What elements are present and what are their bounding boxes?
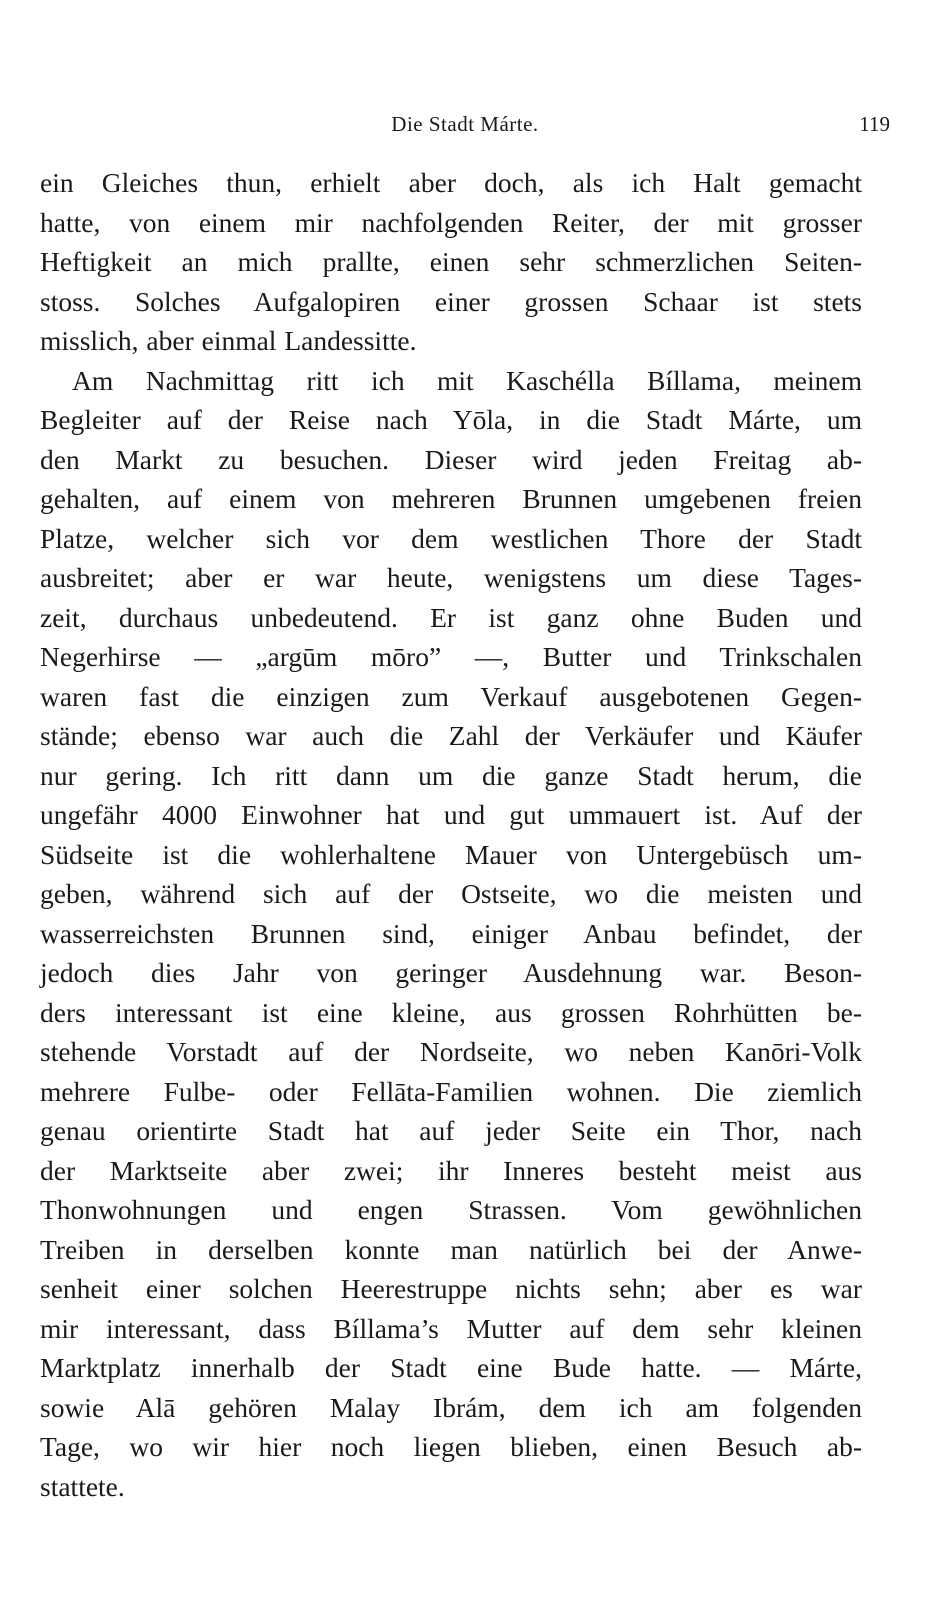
text-line: mir interessant, dass Bíllama’s Mutter auf dem sehr kleinen (40, 1312, 862, 1344)
text-line: nur gering. Ich ritt dann um die ganze Stadt herum, die (40, 759, 862, 791)
page-number: 119 (859, 112, 890, 136)
text-line: geben, während sich auf der Ostseite, wo die meisten und (40, 878, 862, 909)
text-line: ausbreitet; aber er war heute, wenigstens um diese Tages- (40, 562, 862, 593)
text-line: Tage, wo wir hier noch liegen blieben, einen Besuch ab- (40, 1431, 862, 1462)
text-line: stattete. (40, 1470, 125, 1502)
text-line: jedoch dies Jahr von geringer Ausdehnung war. Beson- (40, 957, 862, 988)
text-line: Negerhirse — „argūm mōro” —, Butter und Trinkschalen (40, 641, 862, 672)
body-text (40, 163, 862, 1506)
text-line: ein Gleiches thun, erhielt aber doch, als ich Halt gemacht (40, 167, 862, 198)
text-line: Platze, welcher sich vor dem westlichen Thore der Stadt (40, 522, 862, 554)
text-line: sowie Alā gehören Malay Ibrám, dem ich am folgenden (40, 1391, 862, 1423)
text-line: misslich, aber einmal Landessitte. (40, 325, 417, 356)
page-header (40, 112, 890, 144)
text-line: stoss. Solches Aufgalopiren einer grossen Schaar ist stets (40, 285, 862, 317)
text-line: Begleiter auf der Reise nach Yōla, in die Stadt Márte, um (40, 404, 862, 435)
text-line: stehende Vorstadt auf der Nordseite, wo neben Kanōri-Volk (40, 1036, 862, 1067)
text-line: gehalten, auf einem von mehreren Brunnen umgebenen freien (40, 483, 862, 514)
text-line: hatte, von einem mir nachfolgenden Reiter, der mit grosser (40, 206, 862, 238)
text-line: zeit, durchaus unbedeutend. Er ist ganz ohne Buden und (40, 601, 862, 633)
text-line: Treiben in derselben konnte man natürlich bei der Anwe- (40, 1233, 862, 1265)
paragraph-2 (40, 361, 862, 1507)
text-line: mehrere Fulbe- oder Fellāta-Familien wohnen. Die ziemlich (40, 1075, 862, 1107)
text-line: Heftigkeit an mich prallte, einen sehr schmerzlichen Seiten- (40, 246, 862, 277)
text-line: Am Nachmittag ritt ich mit Kaschélla Bíllama, meinem (72, 364, 862, 396)
text-line: senheit einer solchen Heerestruppe nichts sehn; aber es war (40, 1273, 862, 1304)
text-line: wasserreichsten Brunnen sind, einiger Anbau befindet, der (40, 917, 862, 949)
text-line: ders interessant ist eine kleine, aus grossen Rohrhütten be- (40, 996, 862, 1028)
text-line: der Marktseite aber zwei; ihr Inneres besteht meist aus (40, 1154, 862, 1186)
text-line: den Markt zu besuchen. Dieser wird jeden Freitag ab- (40, 443, 862, 475)
text-line: Südseite ist die wohlerhaltene Mauer von Untergebüsch um- (40, 838, 862, 870)
running-title: Die Stadt Márte. (391, 112, 539, 136)
paragraph-1 (40, 163, 862, 361)
text-line: waren fast die einzigen zum Verkauf ausgebotenen Gegen- (40, 680, 862, 712)
text-line: Thonwohnungen und engen Strassen. Vom gewöhnlichen (40, 1194, 862, 1225)
text-line: stände; ebenso war auch die Zahl der Verkäufer und Käufer (40, 720, 862, 751)
text-line: Marktplatz innerhalb der Stadt eine Bude hatte. — Márte, (40, 1352, 862, 1383)
text-line: ungefähr 4000 Einwohner hat und gut ummauert ist. Auf der (40, 799, 862, 830)
text-line: genau orientirte Stadt hat auf jeder Seite ein Thor, nach (40, 1115, 862, 1146)
